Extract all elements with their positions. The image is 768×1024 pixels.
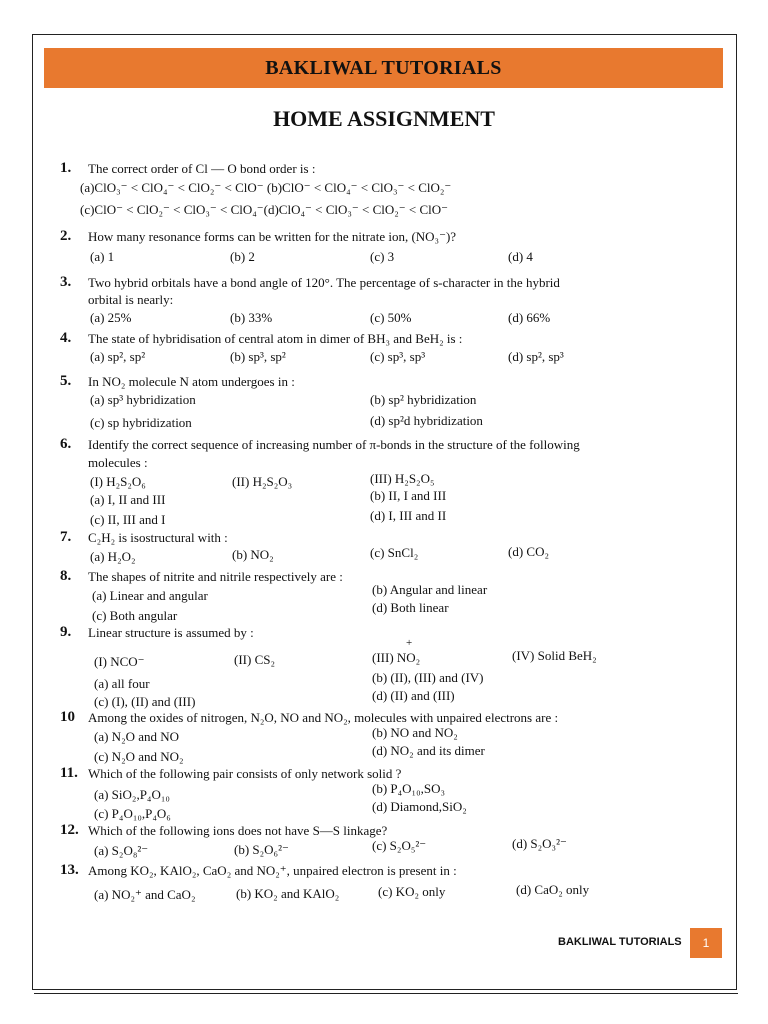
option: (a) Linear and angular xyxy=(92,588,208,603)
question-number: 5. xyxy=(60,373,72,389)
question-text: Which of the following ions does not have S—S linkage? xyxy=(88,823,388,838)
page-title: HOME ASSIGNMENT xyxy=(273,106,495,131)
structure-item: (III) NO₂ xyxy=(372,650,421,665)
option: (d) CaO₂ only xyxy=(516,882,590,897)
option: (b) (II), (III) and (IV) xyxy=(372,670,484,685)
page-number-badge xyxy=(690,928,722,958)
question-text: The shapes of nitrite and nitrile respectively are : xyxy=(88,569,343,584)
option: (d) Diamond,SiO₂ xyxy=(372,799,467,814)
option: (d) sp², sp³ xyxy=(508,349,564,364)
question-number: 4. xyxy=(60,330,72,346)
footer-label: BAKLIWAL TUTORIALS xyxy=(558,936,682,948)
question-number: 7. xyxy=(60,529,72,545)
question-text: The correct order of Cl — O bond order is : xyxy=(88,161,316,176)
option: (b) KO₂ and KAlO₂ xyxy=(236,886,340,901)
option: (d) sp²d hybridization xyxy=(370,413,483,428)
question-number: 3. xyxy=(60,274,72,290)
option: (a) SiO₂,P₄O₁₀ xyxy=(94,787,170,802)
option: (a) 25% xyxy=(90,310,132,325)
option-line: (c)ClO⁻ < ClO₂⁻ < ClO₃⁻ < ClO₄⁻(d)ClO₄⁻ < ClO₃⁻ < ClO₂⁻ < ClO⁻ xyxy=(80,202,449,217)
banner-title: BAKLIWAL TUTORIALS xyxy=(265,56,502,79)
structure-item: (IV) Solid BeH₂ xyxy=(512,648,597,663)
option: (b) NO₂ xyxy=(232,547,274,562)
molecule-item: (II) H₂S₂O₃ xyxy=(232,474,293,489)
option: (c) sp hybridization xyxy=(90,415,192,430)
option: (d) NO₂ and its dimer xyxy=(372,743,485,758)
structure-item: (II) CS₂ xyxy=(234,652,275,667)
option: (c) SnCl₂ xyxy=(370,545,419,560)
option: (a) I, II and III xyxy=(90,492,166,507)
option: (c) 3 xyxy=(370,249,395,264)
option: (d) 4 xyxy=(508,249,533,264)
option: (d) Both linear xyxy=(372,600,449,615)
page-number: 1 xyxy=(702,936,710,950)
charge-plus: + xyxy=(406,637,413,649)
option: (c) P₄O₁₀,P₄O₆ xyxy=(94,806,171,821)
option: (b) 33% xyxy=(230,310,273,325)
option: (c) II, III and I xyxy=(90,512,166,527)
option: (d) (II) and (III) xyxy=(372,688,455,703)
option: (c) KO₂ only xyxy=(378,884,446,899)
question-text-continued: molecules : xyxy=(88,455,148,470)
question-number: 2. xyxy=(60,228,72,244)
question-number: 11. xyxy=(60,765,78,781)
question-text: The state of hybridisation of central atom in dimer of BH₃ and BeH₂ is : xyxy=(88,331,463,346)
option: (d) 66% xyxy=(508,310,551,325)
question-text-continued: orbital is nearly: xyxy=(88,292,174,307)
option: (b) 2 xyxy=(230,249,255,264)
question-text: Among the oxides of nitrogen, N₂O, NO and NO₂, molecules with unpaired electrons are : xyxy=(88,710,559,725)
option: (c) 50% xyxy=(370,310,412,325)
question-text: C₂H₂ is isostructural with : xyxy=(88,530,228,545)
question-text: Which of the following pair consists of only network solid ? xyxy=(88,766,402,781)
question-text: In NO₂ molecule N atom undergoes in : xyxy=(88,374,295,389)
option: (d) S₂O₃²⁻ xyxy=(512,836,567,851)
header-banner xyxy=(44,48,723,88)
question-text: Two hybrid orbitals have a bond angle of 120°. The percentage of s-character in the hybrid xyxy=(88,275,560,290)
option: (c) N₂O and NO₂ xyxy=(94,749,184,764)
option: (b) NO and NO₂ xyxy=(372,725,458,740)
question-number: 8. xyxy=(60,568,72,584)
question-number: 10 xyxy=(60,709,75,725)
question-number: 13. xyxy=(60,862,79,878)
question-text: Identify the correct sequence of increasing number of π-bonds in the structure of the following xyxy=(88,437,580,452)
question-text: Among KO₂, KAlO₂, CaO₂ and NO₂⁺, unpaired electron is present in : xyxy=(88,863,457,878)
option: (a) 1 xyxy=(90,249,115,264)
option: (c) sp³, sp³ xyxy=(370,349,426,364)
question-number: 6. xyxy=(60,436,72,452)
question-number: 9. xyxy=(60,624,72,640)
option: (a) H₂O₂ xyxy=(90,549,136,564)
question-text: Linear structure is assumed by : xyxy=(88,625,254,640)
molecule-item: (I) H₂S₂O₆ xyxy=(90,474,146,489)
question-text: How many resonance forms can be written for the nitrate ion, (NO₃⁻)? xyxy=(88,229,457,244)
option-line: (a)ClO₃⁻ < ClO₄⁻ < ClO₂⁻ < ClO⁻ (b)ClO⁻ < ClO₄⁻ < ClO₃⁻ < ClO₂⁻ xyxy=(80,180,452,195)
option: (a) N₂O and NO xyxy=(94,729,180,744)
question-number: 1. xyxy=(60,160,72,176)
option: (b) Angular and linear xyxy=(372,582,488,597)
structure-item: (I) NCO⁻ xyxy=(94,654,145,669)
molecule-item: (III) H₂S₂O₅ xyxy=(370,471,435,486)
option: (a) all four xyxy=(94,676,150,691)
option: (c) S₂O₅²⁻ xyxy=(372,838,427,853)
option: (a) S₂O₈²⁻ xyxy=(94,843,149,858)
option: (c) (I), (II) and (III) xyxy=(94,694,196,709)
option: (b) II, I and III xyxy=(370,488,447,503)
option: (c) Both angular xyxy=(92,608,178,623)
option: (b) sp² hybridization xyxy=(370,392,477,407)
option: (b) S₂O₆²⁻ xyxy=(234,842,289,857)
page-border-shadow xyxy=(34,993,738,994)
option: (a) NO₂⁺ and CaO₂ xyxy=(94,887,196,902)
option: (b) P₄O₁₀,SO₃ xyxy=(372,781,446,796)
option: (a) sp³ hybridization xyxy=(90,392,196,407)
option: (a) sp², sp² xyxy=(90,349,146,364)
option: (d) I, III and II xyxy=(370,508,447,523)
question-number: 12. xyxy=(60,822,79,838)
option: (b) sp³, sp² xyxy=(230,349,286,364)
option: (d) CO₂ xyxy=(508,544,549,559)
